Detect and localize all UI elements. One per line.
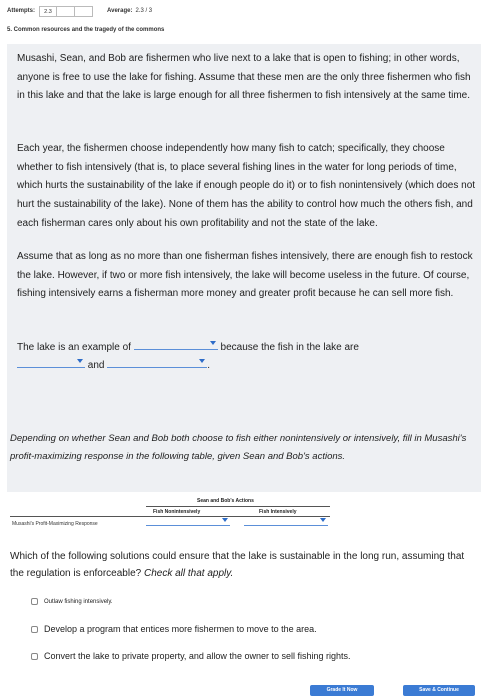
attempts-value: 2.3 (39, 6, 57, 17)
chevron-down-icon (77, 359, 83, 363)
option-label: Outlaw fishing intensively. (44, 598, 113, 605)
table-instruction: Depending on whether Sean and Bob both choose to fish either nonintensively or intensively, fill in Musashi's profit-maximizing response in the following table, given Sean and Bob's actions. (10, 433, 467, 462)
option-outlaw[interactable] (31, 598, 113, 605)
column-header-nonintensive: Fish Nonintensively (153, 509, 201, 515)
chevron-down-icon (320, 518, 326, 522)
question-title: 5. Common resources and the tragedy of the commons (7, 27, 165, 33)
option-entice-fishermen[interactable] (31, 624, 317, 634)
table-group-header: Sean and Bob's Actions (197, 498, 254, 504)
sentence-part-3: and (87, 360, 105, 371)
resource-type-dropdown[interactable] (134, 338, 218, 350)
checkbox[interactable] (31, 626, 38, 633)
excludable-dropdown[interactable] (107, 356, 207, 368)
attempts-slot (57, 6, 75, 17)
solutions-question-text: Which of the following solutions could ensure that the lake is sustainable in the long run, assuming that the regulation is enforceable? (10, 551, 465, 579)
average-label: Average: (107, 8, 133, 14)
chevron-down-icon (222, 518, 228, 522)
attempts-bar (7, 4, 152, 18)
paragraph-3: Assume that as long as no more than one fisherman fishes intensively, there are enough fish to restock the lake. However, if two or more fish intensively, the lake will become useless in the future. Of course, fishing intensively earns a fisherman more money and greater profit because he can sell more fish. (17, 251, 473, 300)
column-header-intensive: Fish Intensively (259, 509, 297, 515)
attempts-label: Attempts: (7, 8, 35, 14)
checkbox[interactable] (31, 653, 38, 660)
rival-dropdown[interactable] (17, 356, 85, 368)
chevron-down-icon (199, 359, 205, 363)
sentence-part-4: . (207, 360, 211, 371)
grade-it-now-button[interactable]: Grade It Now (310, 685, 374, 696)
option-label: Develop a program that entices more fishermen to move to the area. (44, 624, 317, 634)
fill-in-sentence (17, 338, 479, 357)
chevron-down-icon (210, 341, 216, 345)
fill-in-sentence-line2 (17, 356, 479, 375)
response-nonintensive-dropdown[interactable] (146, 515, 230, 526)
checkbox[interactable] (31, 598, 38, 605)
paragraph-2: Each year, the fishermen choose independently how many fish to catch; specifically, they choose whether to fish intensively (that is, to place several fishing lines in the water for long periods of time, which hurts the sustainability of the lake if enough people do it) or to fish nonintensively (which does not hurt the sustainability of the lake). None of them has the ability to control how much the others fish, and each fisherman cares only about his own profitability and not the state of the lake. (17, 143, 476, 229)
row-label-musashi: Musashi's Profit-Maximizing Response (12, 521, 98, 527)
attempts-slot (75, 6, 93, 17)
table-header-rule (146, 506, 330, 507)
problem-panel (7, 44, 481, 492)
paragraph-1: Musashi, Sean, and Bob are fishermen who live next to a lake that is open to fishing; in other words, anyone is free to use the lake for fishing. Assume that these men are the only three fishermen who fish in this lake and that the lake is large enough for all three fishermen to fish intensively at the same time. (17, 53, 471, 102)
solutions-question (10, 548, 480, 582)
response-intensive-dropdown[interactable] (244, 515, 328, 526)
option-label: Convert the lake to private property, and allow the owner to sell fishing rights. (44, 651, 351, 661)
average-value: 2.3 / 3 (135, 8, 153, 14)
option-private-property[interactable] (31, 651, 351, 661)
save-continue-button[interactable]: Save & Continue (403, 685, 475, 696)
sentence-part-2: because the fish in the lake are (220, 342, 359, 353)
sentence-part-1: The lake is an example of (17, 342, 131, 353)
check-all-hint: Check all that apply. (143, 568, 234, 579)
